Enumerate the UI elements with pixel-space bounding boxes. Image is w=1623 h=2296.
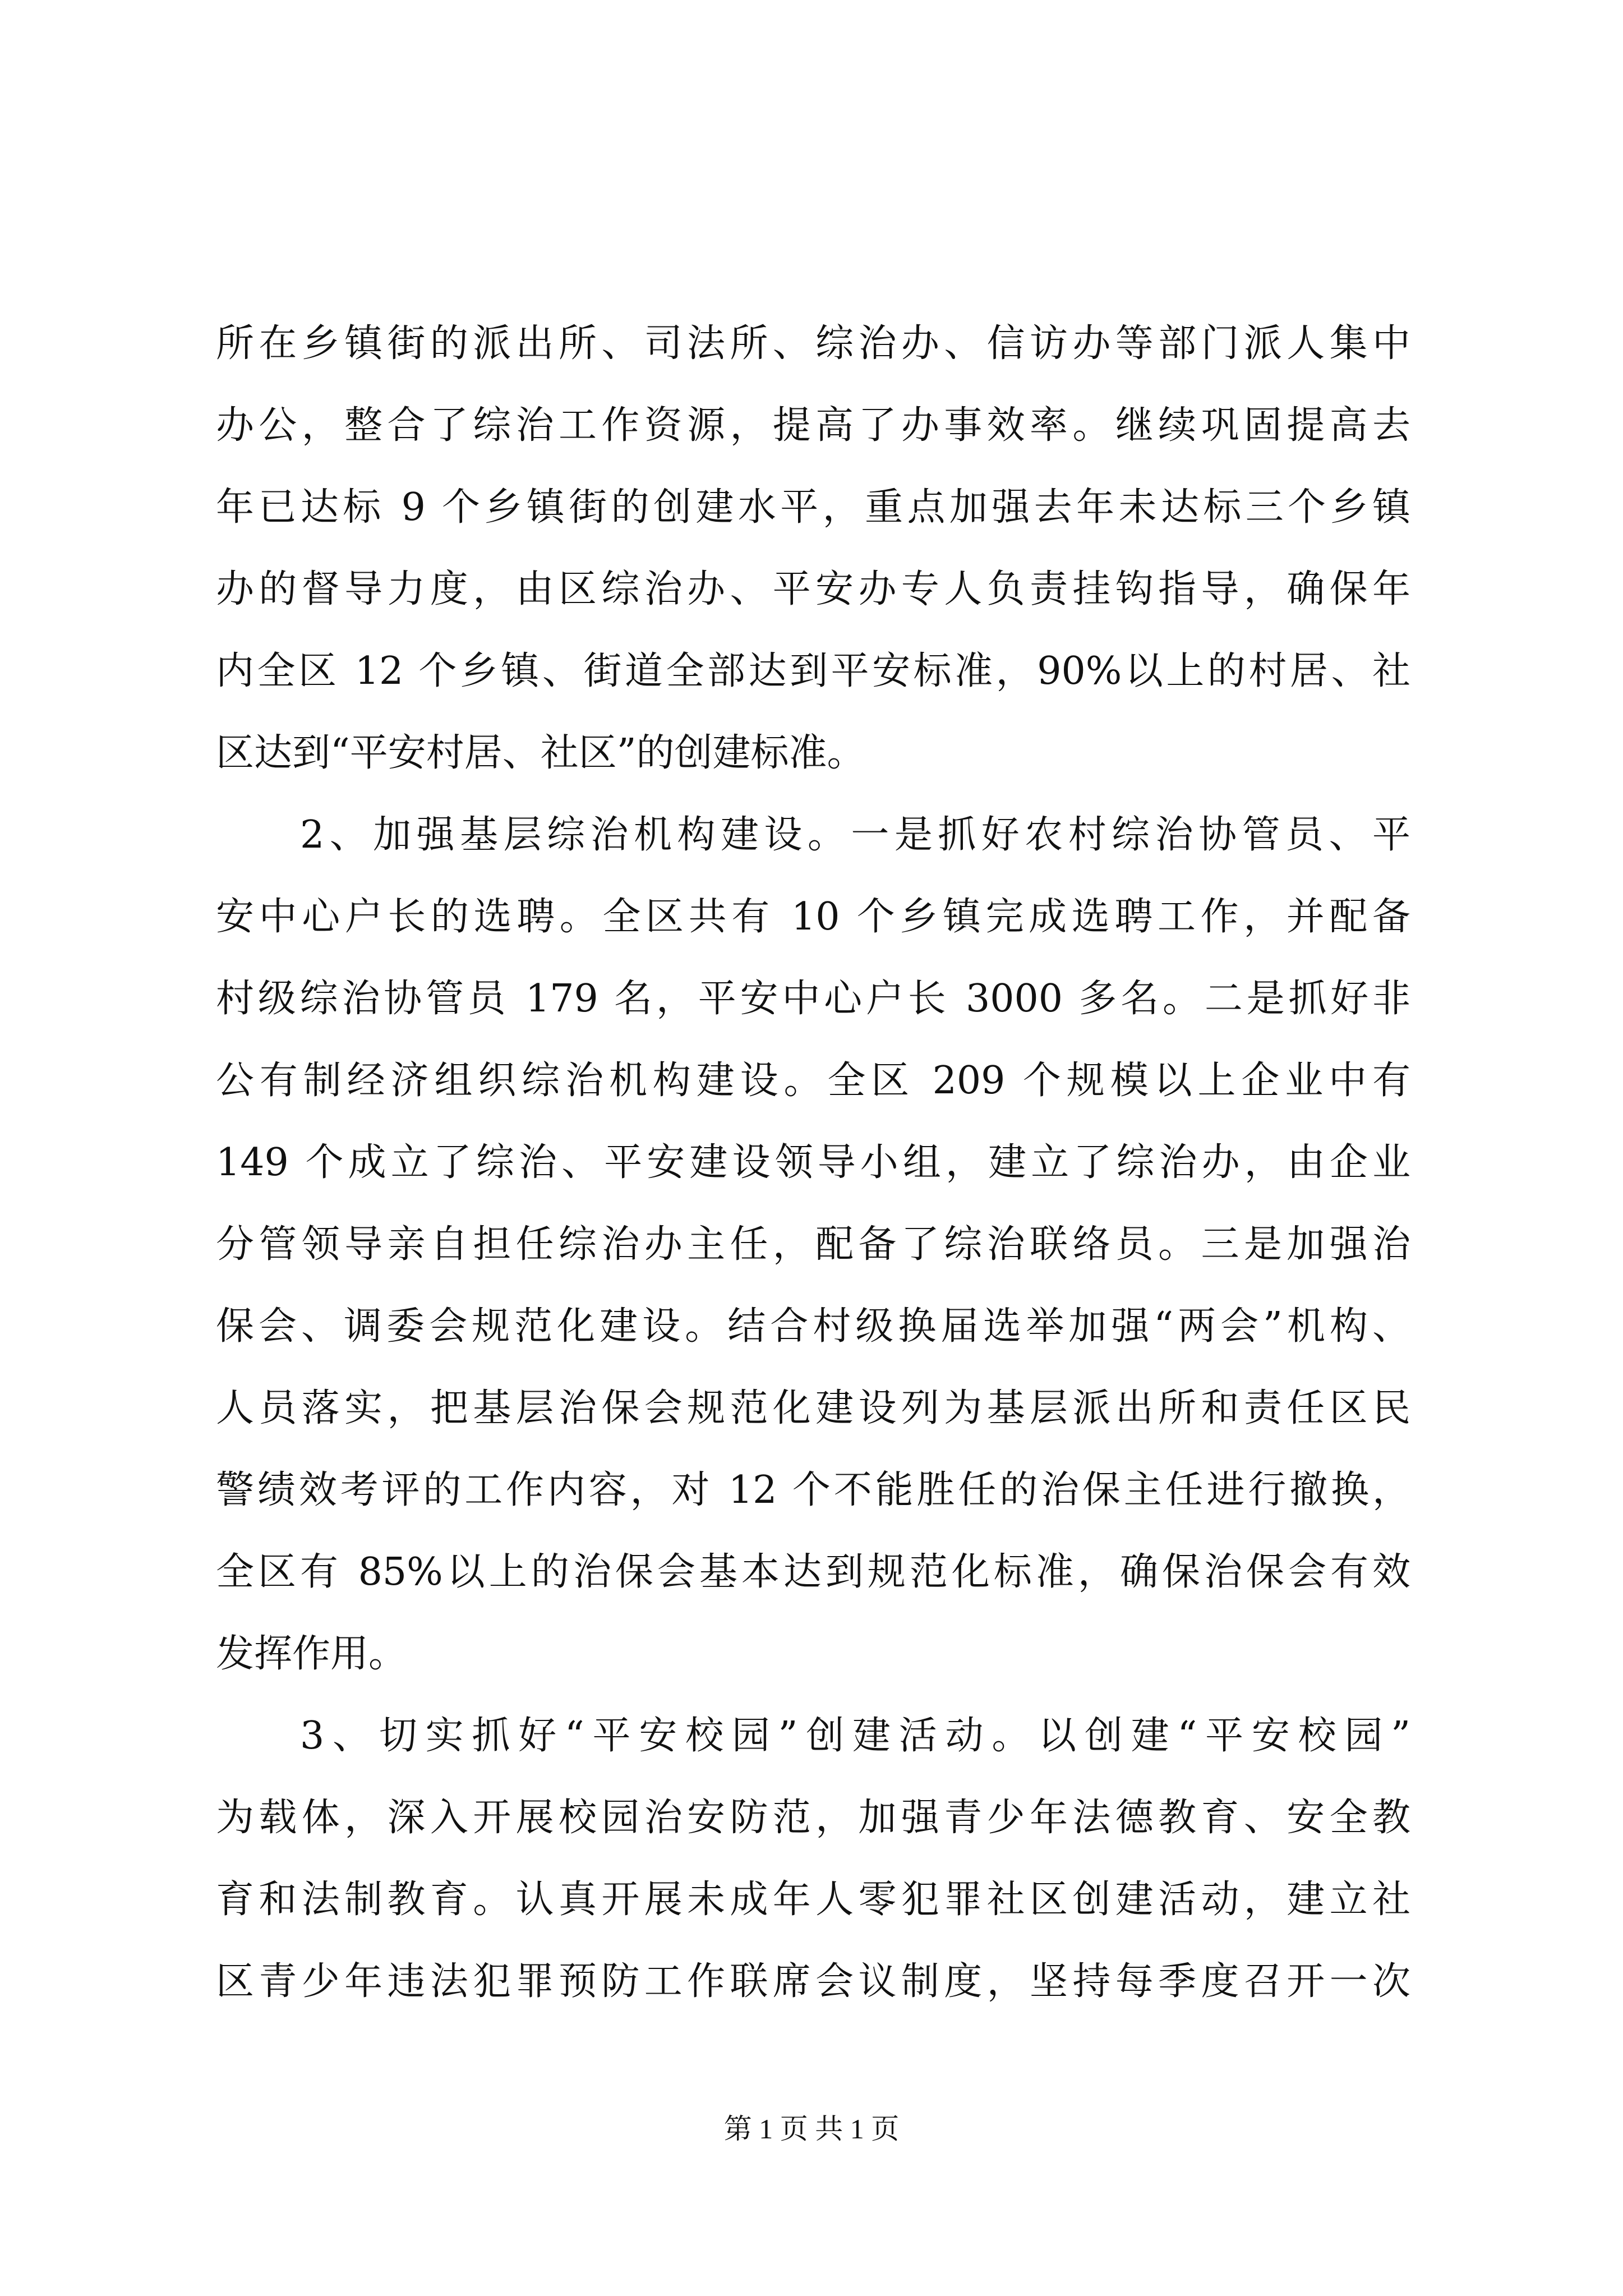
text-line: 人员落实，把基层治保会规范化建设列为基层派出所和责任区民 xyxy=(216,1386,1410,1430)
text-line: 办公，整合了综治工作资源，提高了办事效率。继续巩固提高去 xyxy=(216,403,1410,448)
text-line: 149 个成立了综治、平安建设领导小组，建立了综治办，由企业 xyxy=(216,1140,1410,1185)
text-line: 为载体，深入开展校园治安防范，加强青少年法德教育、安全教 xyxy=(216,1796,1410,1840)
text-line: 内全区 12 个乡镇、街道全部达到平安标准，90%以上的村居、社 xyxy=(216,649,1410,693)
text-line: 警绩效考评的工作内容，对 12 个不能胜任的治保主任进行撤换， xyxy=(216,1468,1410,1512)
text-line: 年已达标 9 个乡镇街的创建水平，重点加强去年未达标三个乡镇 xyxy=(216,485,1410,530)
body-text xyxy=(216,303,1410,2023)
text-line: 村级综治协管员 179 名，平安中心户长 3000 多名。二是抓好非 xyxy=(216,977,1410,1021)
text-line: 保会、调委会规范化建设。结合村级换届选举加强“两会”机构、 xyxy=(216,1304,1410,1349)
text-line: 分管领导亲自担任综治办主任，配备了综治联络员。三是加强治 xyxy=(216,1222,1410,1267)
text-line: 2、加强基层综治机构建设。一是抓好农村综治协管员、平 xyxy=(300,813,1410,857)
text-line: 所在乡镇街的派出所、司法所、综治办、信访办等部门派人集中 xyxy=(216,321,1410,366)
page-footer: 第 1 页 共 1 页 xyxy=(723,2113,900,2145)
text-line: 区青少年违法犯罪预防工作联席会议制度，坚持每季度召开一次 xyxy=(216,1959,1410,2004)
text-line: 全区有 85%以上的治保会基本达到规范化标准，确保治保会有效 xyxy=(216,1550,1410,1594)
text-line: 安中心户长的选聘。全区共有 10 个乡镇完成选聘工作，并配备 xyxy=(216,895,1410,939)
text-line: 育和法制教育。认真开展未成年人零犯罪社区创建活动，建立社 xyxy=(216,1878,1410,1922)
text-line: 发挥作用。 xyxy=(216,1632,407,1676)
text-line: 区达到“平安村居、社区”的创建标准。 xyxy=(216,731,865,775)
text-line: 3、切实抓好“平安校园”创建活动。以创建“平安校园” xyxy=(300,1714,1410,1758)
text-line: 公有制经济组织综治机构建设。全区 209 个规模以上企业中有 xyxy=(216,1059,1410,1103)
text-line: 办的督导力度，由区综治办、平安办专人负责挂钩指导，确保年 xyxy=(216,567,1410,611)
